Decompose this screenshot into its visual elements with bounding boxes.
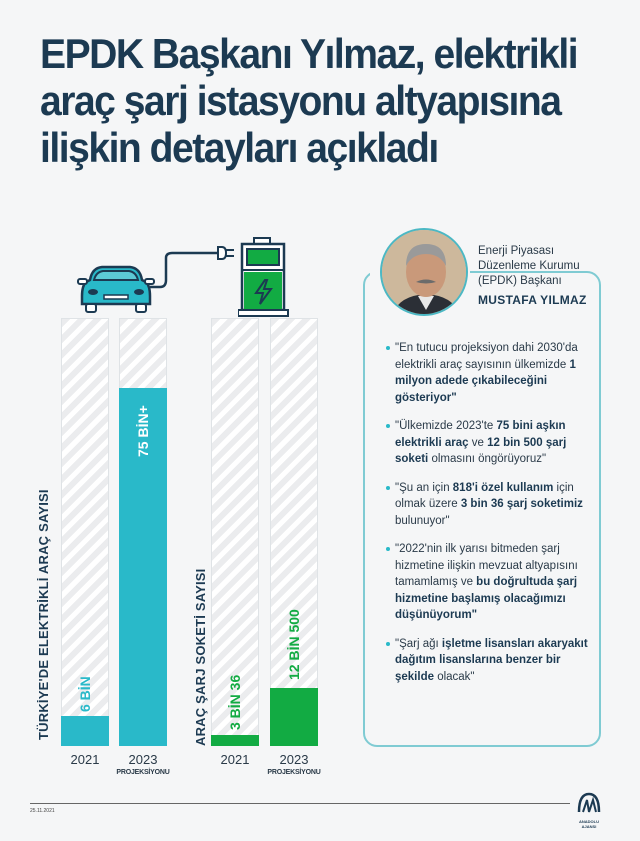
- projection-label: PROJEKSİYONU: [267, 769, 321, 776]
- avatar: [380, 228, 468, 316]
- bar-vehicles-2023: [119, 318, 167, 746]
- bar-value-label: 3 BİN 36: [227, 674, 243, 730]
- year-label: 2021: [220, 752, 250, 767]
- quote-item: "En tutucu projeksiyon dahi 2030'da elektrikli araç sayısının ülkemizde 1 milyon adede çıkabileceğini gösteriyor": [386, 340, 598, 406]
- car-icon: [76, 262, 156, 314]
- aa-logo-icon: [576, 792, 602, 814]
- quote-item: "Ülkemizde 2023'te 75 bini aşkın elektrikli araç ve 12 bin 500 şarj soketi olmasını öngörüyoruz": [386, 418, 598, 468]
- chart2-axis-title: ARAÇ ŞARJ SOKETİ SAYISI: [193, 568, 208, 746]
- profile-role: [478, 244, 580, 289]
- bar-value-label: 6 BİN: [77, 676, 93, 712]
- role-line: Düzenleme Kurumu: [478, 260, 580, 272]
- chart1-axis-title: TÜRKİYE'DE ELEKTRİKLİ ARAÇ SAYISI: [36, 489, 51, 740]
- profile-name: MUSTAFA YILMAZ: [478, 293, 587, 307]
- year-label: 2021: [70, 752, 100, 767]
- projection-label: PROJEKSİYONU: [116, 769, 170, 776]
- role-line: (EPDK) Başkanı: [478, 275, 562, 287]
- year-label: 2023: [128, 752, 158, 767]
- footer-divider: [30, 803, 570, 804]
- logo-text: ANADOLU AJANSI: [579, 819, 599, 829]
- footer-date: 25.11.2021: [30, 808, 55, 814]
- role-line: Enerji Piyasası: [478, 245, 555, 257]
- bar-sockets-2023: [270, 318, 318, 746]
- quote-list: [386, 340, 598, 697]
- charging-station-icon: [238, 236, 290, 318]
- quote-item: "Şu an için 818'i özel kullanım için olmak üzere 3 bin 36 şarj soketimiz bulunuyor": [386, 480, 598, 530]
- bar-value-label: 12 BİN 500: [286, 609, 302, 680]
- quote-item: "Şarj ağı işletme lisansları akaryakıt dağıtım lisanslarına benzer bir şekilde olacak": [386, 636, 598, 686]
- quote-item: "2022'nin ilk yarısı bitmeden şarj hizmetine ilişkin mevzuat altyapısını tamamlamış ve bu doğrultuda şarj hizmetine başlamış olacağımızı düşünüyorum": [386, 541, 598, 624]
- bar-value-label: 75 BİN+: [135, 405, 151, 457]
- cable-plug-icon: [150, 246, 240, 292]
- page-title: EPDK Başkanı Yılmaz, elektrikli araç şarj istasyonu altyapısına ilişkin detayları açıkladı: [40, 30, 578, 171]
- anadolu-logo: [572, 792, 606, 829]
- portrait-icon: [382, 230, 468, 316]
- year-label: 2023: [279, 752, 309, 767]
